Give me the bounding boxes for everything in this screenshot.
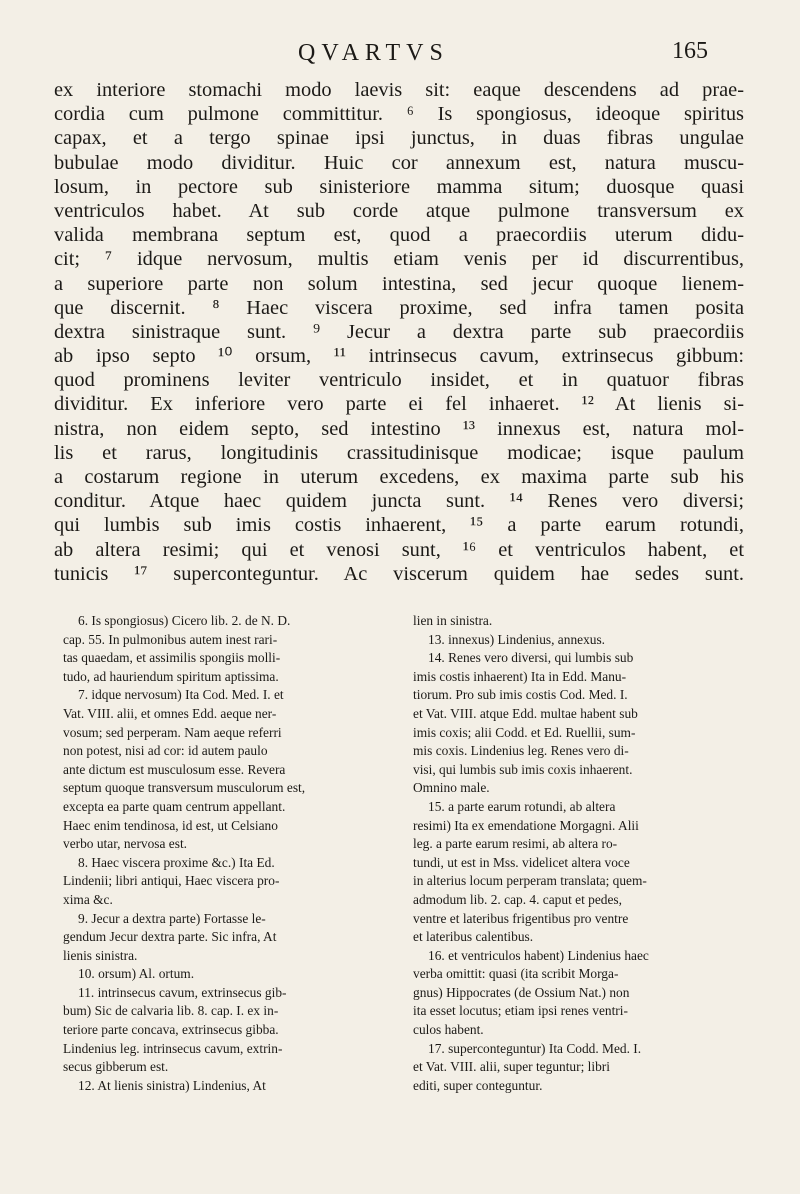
- footnote-line: et Vat. VIII. alii, super teguntur; libri: [413, 1059, 610, 1075]
- footnote-line: bum) Sic de calvaria lib. 8. cap. I. ex in-: [63, 1003, 279, 1019]
- footnote-line: Lindenius leg. intrinsecus cavum, extrin-: [63, 1040, 283, 1056]
- main-text-line: qui lumbis sub imis costis inhaerent, ¹⁵ a parte earum rotundi,: [54, 514, 744, 537]
- footnote-line: 9. Jecur a dextra parte) Fortasse le-: [78, 910, 266, 926]
- footnotes-right-column: [413, 612, 739, 1095]
- running-head: QVARTVS: [298, 40, 449, 66]
- main-text-line: lis et rarus, longitudinis crassitudinisque modicae; isque paulum: [54, 441, 744, 464]
- main-text-line: losum, in pectore sub sinisteriore mamma situm; duosque quasi: [54, 175, 744, 198]
- footnote-line: excepta ea parte quam centrum appellant.: [63, 798, 286, 814]
- main-text-line: ventriculos habet. At sub corde atque pulmone transversum ex: [54, 199, 744, 222]
- footnote-line: tas quaedam, et assimilis spongiis molli-: [63, 650, 281, 666]
- main-text-line: ex interiore stomachi modo laevis sit: eaque descendens ad prae-: [54, 79, 744, 101]
- footnote-line: ante dictum est musculosum esse. Revera: [63, 761, 286, 777]
- main-text-line: bubulae modo dividitur. Huic cor annexum est, natura muscu-: [54, 151, 744, 174]
- footnote-line: gnus) Hippocrates (de Ossium Nat.) non: [413, 984, 630, 1000]
- footnote-line: 14. Renes vero diversi, qui lumbis sub: [428, 650, 634, 666]
- footnote-line: leg. a parte earum resimi, ab altera ro-: [413, 836, 618, 852]
- footnote-line: in alterius locum perperam translata; quem-: [413, 873, 647, 889]
- footnote-line: Vat. VIII. alii, et omnes Edd. aeque ner-: [63, 705, 277, 721]
- main-text-line: que discernit. ⁸ Haec viscera proxime, sed infra tamen posita: [54, 296, 744, 319]
- footnote-line: 15. a parte earum rotundi, ab altera: [428, 798, 616, 814]
- footnote-line: vosum; sed perperam. Nam aeque referri: [63, 724, 282, 740]
- main-text-line: tunicis ¹⁷ superconteguntur. Ac viscerum quidem hae sedes sunt.: [54, 562, 744, 585]
- footnote-line: gendum Jecur dextra parte. Sic infra, At: [63, 929, 277, 945]
- main-text-line: capax, et a tergo spinae ipsi junctus, in duas fibras ungulae: [54, 127, 744, 150]
- page-number: 165: [672, 38, 708, 64]
- footnote-line: Haec enim tendinosa, id est, ut Celsiano: [63, 817, 278, 833]
- footnote-line: 13. innexus) Lindenius, annexus.: [428, 631, 606, 647]
- main-text-line: dividitur. Ex inferiore vero parte ei fel inhaeret. ¹² At lienis si-: [54, 393, 744, 416]
- main-text-line: a superiore parte non solum intestina, sed jecur quoque lienem-: [54, 272, 744, 295]
- main-text-block: [54, 78, 744, 586]
- footnote-line: editi, super conteguntur.: [413, 1077, 543, 1093]
- footnote-line: non potest, nisi ad cor: id autem paulo: [63, 743, 268, 759]
- footnote-line: admodum lib. 2. cap. 4. caput et pedes,: [413, 891, 622, 907]
- footnote-line: imis costis inhaerent) Ita in Edd. Manu-: [413, 668, 627, 684]
- footnote-line: Lindenii; libri antiqui, Haec viscera pro-: [63, 873, 280, 889]
- footnote-line: Omnino male.: [413, 780, 490, 796]
- footnote-line: 17. superconteguntur) Ita Codd. Med. I.: [428, 1040, 642, 1056]
- footnote-line: verba omittit: quasi (ita scribit Morga-: [413, 966, 619, 982]
- footnote-line: visi, qui lumbis sub imis coxis inhaerent.: [413, 761, 633, 777]
- footnotes-left-column: [63, 612, 389, 1095]
- main-text-line: a costarum regione in uterum excedens, ex maxima parte sub his: [54, 466, 744, 488]
- footnote-line: 7. idque nervosum) Ita Cod. Med. I. et: [78, 687, 284, 703]
- main-text-line: valida membrana septum est, quod a praecordiis uterum didu-: [54, 224, 744, 247]
- footnote-line: mis coxis. Lindenius leg. Renes vero di-: [413, 743, 629, 759]
- main-text-line: nistra, non eidem septo, sed intestino ¹³ innexus est, natura mol-: [54, 417, 744, 440]
- footnote-line: secus gibberum est.: [63, 1059, 169, 1075]
- footnote-line: lienis sinistra.: [63, 947, 138, 963]
- footnote-line: cap. 55. In pulmonibus autem inest rari-: [63, 631, 278, 647]
- footnote-line: 12. At lienis sinistra) Lindenius, At: [78, 1077, 266, 1093]
- footnote-line: imis coxis; alii Codd. et Ed. Ruellii, sum-: [413, 724, 636, 740]
- footnote-line: et Vat. VIII. atque Edd. multae habent sub: [413, 705, 638, 721]
- footnote-line: 8. Haec viscera proxime &c.) Ita Ed.: [78, 854, 275, 870]
- footnote-line: 10. orsum) Al. ortum.: [78, 966, 195, 982]
- main-text-line: ab ipso septo ¹⁰ orsum, ¹¹ intrinsecus cavum, extrinsecus gibbum:: [54, 345, 744, 368]
- footnote-line: ita esset locutus; etiam ipsi renes ventri-: [413, 1003, 628, 1019]
- main-text-line: cit; ⁷ idque nervosum, multis etiam venis per id discurrentibus,: [54, 248, 744, 271]
- footnote-line: septum quoque transversum musculorum est,: [63, 780, 306, 796]
- main-text-line: ab altera resimi; qui et venosi sunt, ¹⁶ et ventriculos habent, et: [54, 538, 744, 561]
- footnote-line: ventre et lateribus frigentibus pro ventre: [413, 910, 629, 926]
- footnote-line: 16. et ventriculos habent) Lindenius haec: [428, 947, 649, 963]
- footnote-line: 11. intrinsecus cavum, extrinsecus gib-: [78, 984, 287, 1000]
- footnote-line: culos habent.: [413, 1022, 484, 1038]
- page-header: [0, 36, 800, 76]
- main-text-line: dextra sinistraque sunt. ⁹ Jecur a dextra parte sub praecordiis: [54, 320, 744, 343]
- footnote-line: xima &c.: [63, 891, 113, 907]
- footnote-line: et lateribus calentibus.: [413, 929, 534, 945]
- footnote-line: resimi) Ita ex emendatione Morgagni. Alii: [413, 817, 639, 833]
- footnote-line: verbo utar, nervosa est.: [63, 836, 188, 852]
- main-text-line: conditur. Atque haec quidem juncta sunt. ¹⁴ Renes vero diversi;: [54, 490, 744, 513]
- main-text-line: cordia cum pulmone committitur. ⁶ Is spongiosus, ideoque spiritus: [54, 103, 744, 126]
- footnote-line: tiorum. Pro sub imis costis Cod. Med. I.: [413, 687, 628, 703]
- footnote-line: teriore parte concava, extrinsecus gibba.: [63, 1022, 279, 1038]
- main-text-line: quod prominens leviter ventriculo insidet, et in quatuor fibras: [54, 369, 744, 392]
- footnote-line: 6. Is spongiosus) Cicero lib. 2. de N. D.: [78, 613, 291, 628]
- footnote-line: tundi, ut est in Mss. videlicet altera voce: [413, 854, 630, 870]
- footnote-line: lien in sinistra.: [413, 613, 493, 628]
- footnote-line: tudo, ad hauriendum spiritum aptissima.: [63, 668, 279, 684]
